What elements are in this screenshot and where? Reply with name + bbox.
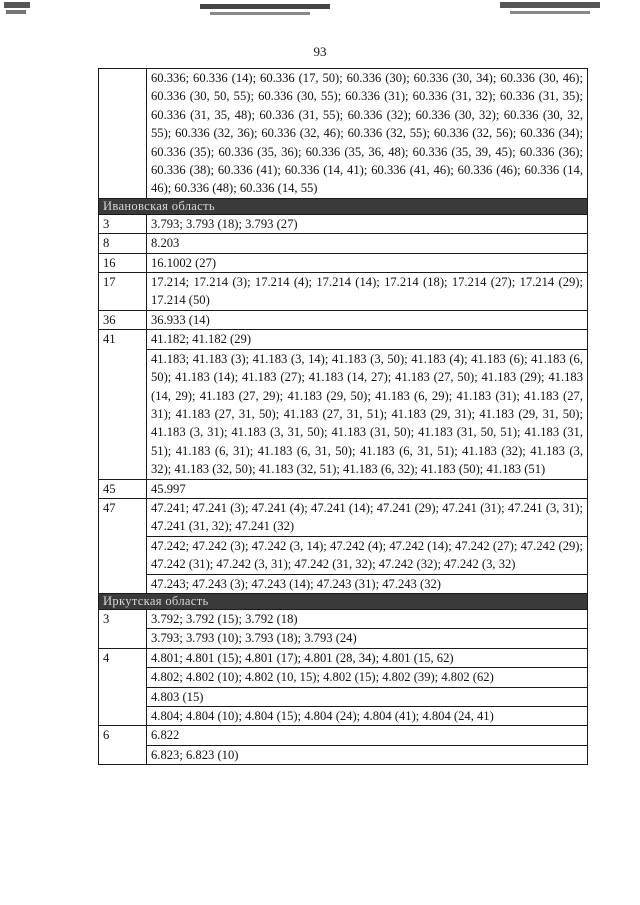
- table-row: [99, 648, 588, 667]
- region-header-row: [99, 593, 588, 609]
- table-row: [99, 629, 588, 648]
- region-header-row: [99, 198, 588, 214]
- section-code: [99, 69, 147, 199]
- table-row: [99, 69, 588, 199]
- section-code: [99, 707, 147, 726]
- table-row: [99, 668, 588, 687]
- page-number: 93: [313, 44, 327, 59]
- classification-codes: 16.1002 (27): [147, 253, 588, 272]
- classification-codes: 60.336; 60.336 (14); 60.336 (17, 50); 60.336 (30); 60.336 (30, 34); 60.336 (30, 46); 60.336 (30, 50, 55); 60.336 (30, 55); 60.336 (31); 60.336 (31, 32); 60.336 (31, 35); 60.336 (31, 35, 48); 60.336 (31, 55); 60.336 (32); 60.336 (30, 32); 60.336 (30, 32, 55); 60.336 (32, 36); 60.336 (32, 46); 60.336 (32, 55); 60.336 (32, 56); 60.336 (34); 60.336 (35); 60.336 (35, 36); 60.336 (35, 36, 48); 60.336 (35, 39, 45); 60.336 (36); 60.336 (38); 60.336 (41); 60.336 (14, 41); 60.336 (41, 46); 60.336 (46); 60.336 (14, 46); 60.336 (48); 60.336 (14, 55): [147, 69, 588, 199]
- section-code: [99, 668, 147, 687]
- classification-codes: 4.803 (15): [147, 687, 588, 706]
- table-row: [99, 214, 588, 233]
- table-row: [99, 479, 588, 498]
- section-code: [99, 687, 147, 706]
- section-code: 17: [99, 273, 147, 311]
- classification-codes: 41.182; 41.182 (29): [147, 330, 588, 349]
- section-code: 45: [99, 479, 147, 498]
- classification-codes: 3.793; 3.793 (10); 3.793 (18); 3.793 (24): [147, 629, 588, 648]
- table-row: [99, 349, 588, 479]
- section-code: 47: [99, 498, 147, 536]
- classification-codes: 3.792; 3.792 (15); 3.792 (18): [147, 609, 588, 628]
- table-row: [99, 330, 588, 349]
- table-row: [99, 273, 588, 311]
- table-row: [99, 498, 588, 536]
- classification-codes: 41.183; 41.183 (3); 41.183 (3, 14); 41.183 (3, 50); 41.183 (4); 41.183 (6); 41.183 (6, 50); 41.183 (14); 41.183 (27); 41.183 (14, 27); 41.183 (27, 50); 41.183 (29); 41.183 (14, 29); 41.183 (27, 29); 41.183 (29, 50); 41.183 (6, 29); 41.183 (31); 41.183 (27, 31); 41.183 (27, 31, 50); 41.183 (27, 31, 51); 41.183 (29, 31); 41.183 (29, 31, 50); 41.183 (3, 31); 41.183 (3, 31, 50); 41.183 (31, 50); 41.183 (31, 50, 51); 41.183 (31, 51); 41.183 (6, 31); 41.183 (6, 31, 50); 41.183 (6, 31, 51); 41.183 (32); 41.183 (3, 32); 41.183 (32, 50); 41.183 (32, 51); 41.183 (6, 32); 41.183 (50); 41.183 (51): [147, 349, 588, 479]
- classification-codes: 6.822: [147, 726, 588, 745]
- classification-codes: 4.801; 4.801 (15); 4.801 (17); 4.801 (28, 34); 4.801 (15, 62): [147, 648, 588, 667]
- section-code: [99, 536, 147, 574]
- table-row: [99, 609, 588, 628]
- section-code: 16: [99, 253, 147, 272]
- section-code: 36: [99, 310, 147, 329]
- table-row: [99, 253, 588, 272]
- table-row: [99, 687, 588, 706]
- table-row: [99, 707, 588, 726]
- table-row: [99, 234, 588, 253]
- section-code: 6: [99, 726, 147, 745]
- table-row: [99, 745, 588, 764]
- table-row: [99, 536, 588, 574]
- region-name: Ивановская область: [99, 198, 588, 214]
- classification-codes: 47.241; 47.241 (3); 47.241 (4); 47.241 (14); 47.241 (29); 47.241 (31); 47.241 (3, 31); 47.241 (31, 32); 47.241 (32): [147, 498, 588, 536]
- classification-codes: 8.203: [147, 234, 588, 253]
- section-code: 41: [99, 330, 147, 349]
- section-code: [99, 574, 147, 593]
- section-code: [99, 349, 147, 479]
- section-code: [99, 629, 147, 648]
- classification-codes: 47.243; 47.243 (3); 47.243 (14); 47.243 (31); 47.243 (32): [147, 574, 588, 593]
- section-code: 4: [99, 648, 147, 667]
- classification-codes: 3.793; 3.793 (18); 3.793 (27): [147, 214, 588, 233]
- table-row: [99, 574, 588, 593]
- section-code: 3: [99, 214, 147, 233]
- table-row: [99, 310, 588, 329]
- section-code: 3: [99, 609, 147, 628]
- classification-codes: 4.804; 4.804 (10); 4.804 (15); 4.804 (24); 4.804 (41); 4.804 (24, 41): [147, 707, 588, 726]
- classification-codes: 36.933 (14): [147, 310, 588, 329]
- scan-header-artifact: [0, 0, 640, 26]
- table-row: [99, 726, 588, 745]
- classification-codes: 6.823; 6.823 (10): [147, 745, 588, 764]
- classification-codes: 47.242; 47.242 (3); 47.242 (3, 14); 47.242 (4); 47.242 (14); 47.242 (27); 47.242 (29); 47.242 (31); 47.242 (3, 31); 47.242 (31, 32); 47.242 (32); 47.242 (3, 32): [147, 536, 588, 574]
- classification-codes: 17.214; 17.214 (3); 17.214 (4); 17.214 (14); 17.214 (18); 17.214 (27); 17.214 (29); 17.214 (50): [147, 273, 588, 311]
- classification-table: [98, 68, 588, 765]
- classification-codes: 45.997: [147, 479, 588, 498]
- section-code: [99, 745, 147, 764]
- section-code: 8: [99, 234, 147, 253]
- classification-codes: 4.802; 4.802 (10); 4.802 (10, 15); 4.802 (15); 4.802 (39); 4.802 (62): [147, 668, 588, 687]
- region-name: Иркутская область: [99, 593, 588, 609]
